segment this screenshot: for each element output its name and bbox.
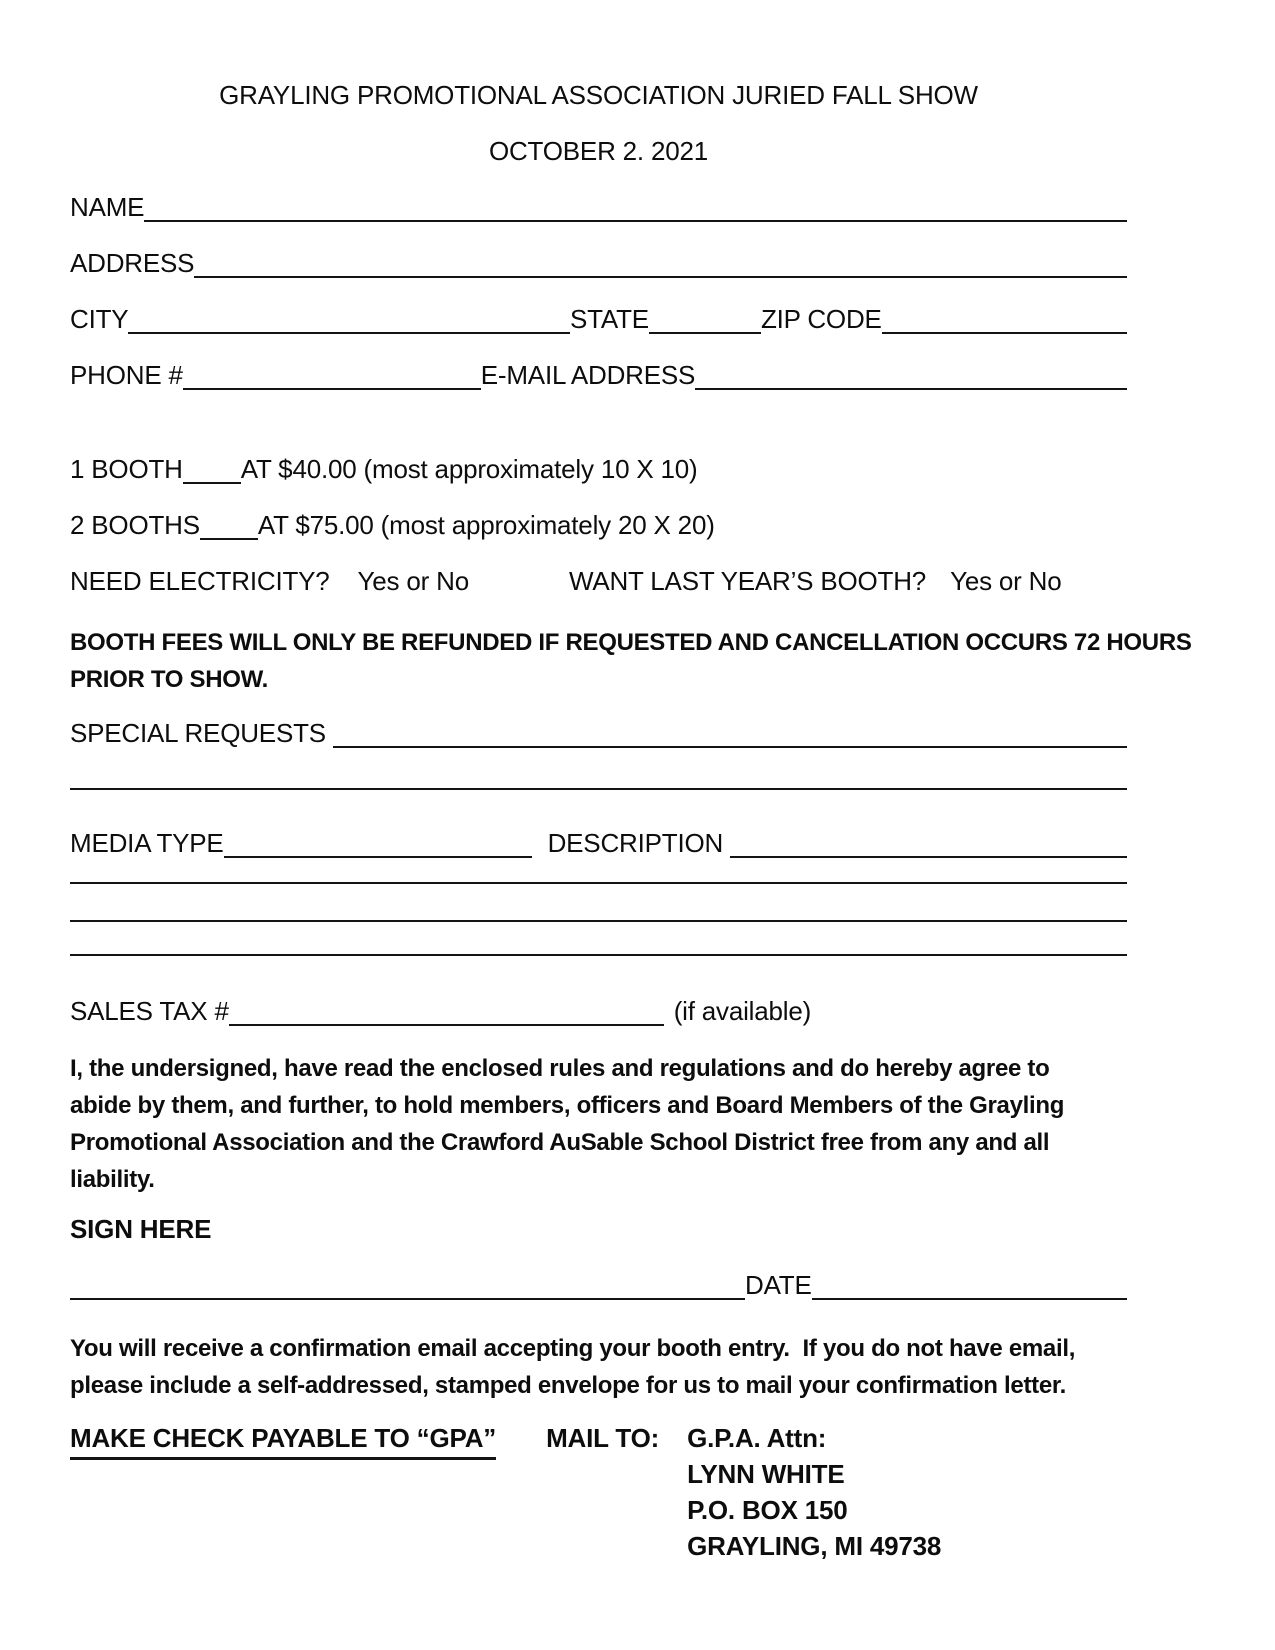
address-label: ADDRESS	[70, 248, 195, 278]
description-blank-line-4	[70, 930, 1127, 956]
mail-address-block	[687, 1420, 941, 1564]
city-state-zip-row	[70, 304, 1127, 334]
media-type-row	[70, 828, 1127, 858]
description-blank-line	[730, 832, 1127, 858]
booth-1-row	[70, 454, 1127, 484]
description-extra-row-1	[70, 858, 1127, 884]
last-years-booth-question: WANT LAST YEAR’S BOOTH?	[568, 566, 927, 596]
mail-address-line-3: P.O. BOX 150	[687, 1495, 848, 1525]
electricity-booth-question-row	[70, 566, 1127, 596]
need-electricity-question: NEED ELECTRICITY?	[70, 566, 330, 596]
phone-label: PHONE #	[70, 360, 183, 390]
sign-here-label: SIGN HERE	[70, 1214, 212, 1244]
address-blank-line	[194, 252, 1127, 278]
mail-address-line-2: LYNN WHITE	[687, 1459, 845, 1489]
media-type-blank-line	[224, 832, 532, 858]
media-type-label: MEDIA TYPE	[70, 828, 224, 858]
booth-1-price: AT $40.00 (most approximately 10 X 10)	[240, 454, 698, 484]
description-blank-line-2	[70, 858, 1127, 884]
booth-1-label: 1 BOOTH	[70, 454, 183, 484]
name-label: NAME	[70, 192, 145, 222]
need-electricity-options: Yes or No	[357, 566, 469, 596]
liability-line-4: liability.	[70, 1166, 155, 1193]
phone-email-row	[70, 360, 1127, 390]
date-blank-line	[812, 1274, 1127, 1300]
liability-line-2: abide by them, and further, to hold members, officers and Board Members of the Grayling	[70, 1092, 1065, 1119]
special-requests-label: SPECIAL REQUESTS	[70, 718, 333, 748]
last-years-booth-options: Yes or No	[950, 566, 1062, 596]
special-requests-row	[70, 718, 1127, 748]
refund-policy-line-2: PRIOR TO SHOW.	[70, 666, 269, 693]
liability-line-3: Promotional Association and the Crawford AuSable School District free from any and all	[70, 1129, 1050, 1156]
mail-address-line-1: G.P.A. Attn:	[687, 1423, 827, 1453]
description-label: DESCRIPTION	[547, 828, 731, 858]
booth-2-price: AT $75.00 (most approximately 20 X 20)	[257, 510, 715, 540]
special-requests-extra-row	[70, 764, 1127, 790]
payment-instructions	[70, 1420, 1127, 1564]
description-blank-line-3	[70, 896, 1127, 922]
liability-line-1: I, the undersigned, have read the enclosed rules and regulations and do hereby agree to	[70, 1055, 1050, 1082]
make-check-payable-label: MAKE CHECK PAYABLE TO “GPA”	[70, 1420, 496, 1460]
event-date: OCTOBER 2. 2021	[488, 136, 709, 166]
email-label: E-MAIL ADDRESS	[480, 360, 696, 390]
description-extra-row-3	[70, 930, 1127, 956]
confirmation-paragraph	[70, 1330, 1127, 1404]
liability-paragraph	[70, 1050, 1127, 1198]
special-requests-blank-line	[333, 722, 1127, 748]
booth-1-qty-blank-line	[183, 458, 241, 484]
page-title: GRAYLING PROMOTIONAL ASSOCIATION JURIED FALL SHOW	[219, 80, 978, 110]
email-blank-line	[695, 364, 1127, 390]
state-blank-line	[649, 308, 761, 334]
sign-here-row	[70, 1214, 1127, 1244]
address-row	[70, 248, 1127, 278]
zip-code-blank-line	[882, 308, 1127, 334]
confirmation-line-2: please include a self-addressed, stamped envelope for us to mail your confirmation letter.	[70, 1372, 1066, 1399]
sales-tax-row	[70, 996, 1127, 1026]
sales-tax-note: (if available)	[673, 996, 812, 1026]
booth-2-row	[70, 510, 1127, 540]
name-blank-line	[144, 196, 1127, 222]
date-label: DATE	[745, 1270, 812, 1300]
signature-date-row	[70, 1270, 1127, 1300]
zip-code-label: ZIP CODE	[760, 304, 882, 334]
special-requests-blank-line-2	[70, 764, 1127, 790]
name-row	[70, 192, 1127, 222]
sales-tax-blank-line	[229, 1000, 664, 1026]
signature-blank-line	[70, 1274, 745, 1300]
sales-tax-label: SALES TAX #	[70, 996, 229, 1026]
mail-address-line-4: GRAYLING, MI 49738	[687, 1531, 942, 1561]
state-label: STATE	[570, 304, 649, 334]
phone-blank-line	[183, 364, 481, 390]
refund-policy-line-1: BOOTH FEES WILL ONLY BE REFUNDED IF REQUESTED AND CANCELLATION OCCURS 72 HOURS	[70, 629, 1192, 656]
confirmation-line-1: You will receive a confirmation email accepting your booth entry. If you do not have email,	[70, 1335, 1076, 1362]
booth-2-label: 2 BOOTHS	[70, 510, 200, 540]
booth-2-qty-blank-line	[200, 514, 258, 540]
refund-policy-paragraph	[70, 624, 1192, 698]
city-label: CITY	[70, 304, 129, 334]
city-blank-line	[128, 308, 570, 334]
mail-to-label: MAIL TO:	[546, 1423, 660, 1453]
description-extra-row-2	[70, 896, 1127, 922]
